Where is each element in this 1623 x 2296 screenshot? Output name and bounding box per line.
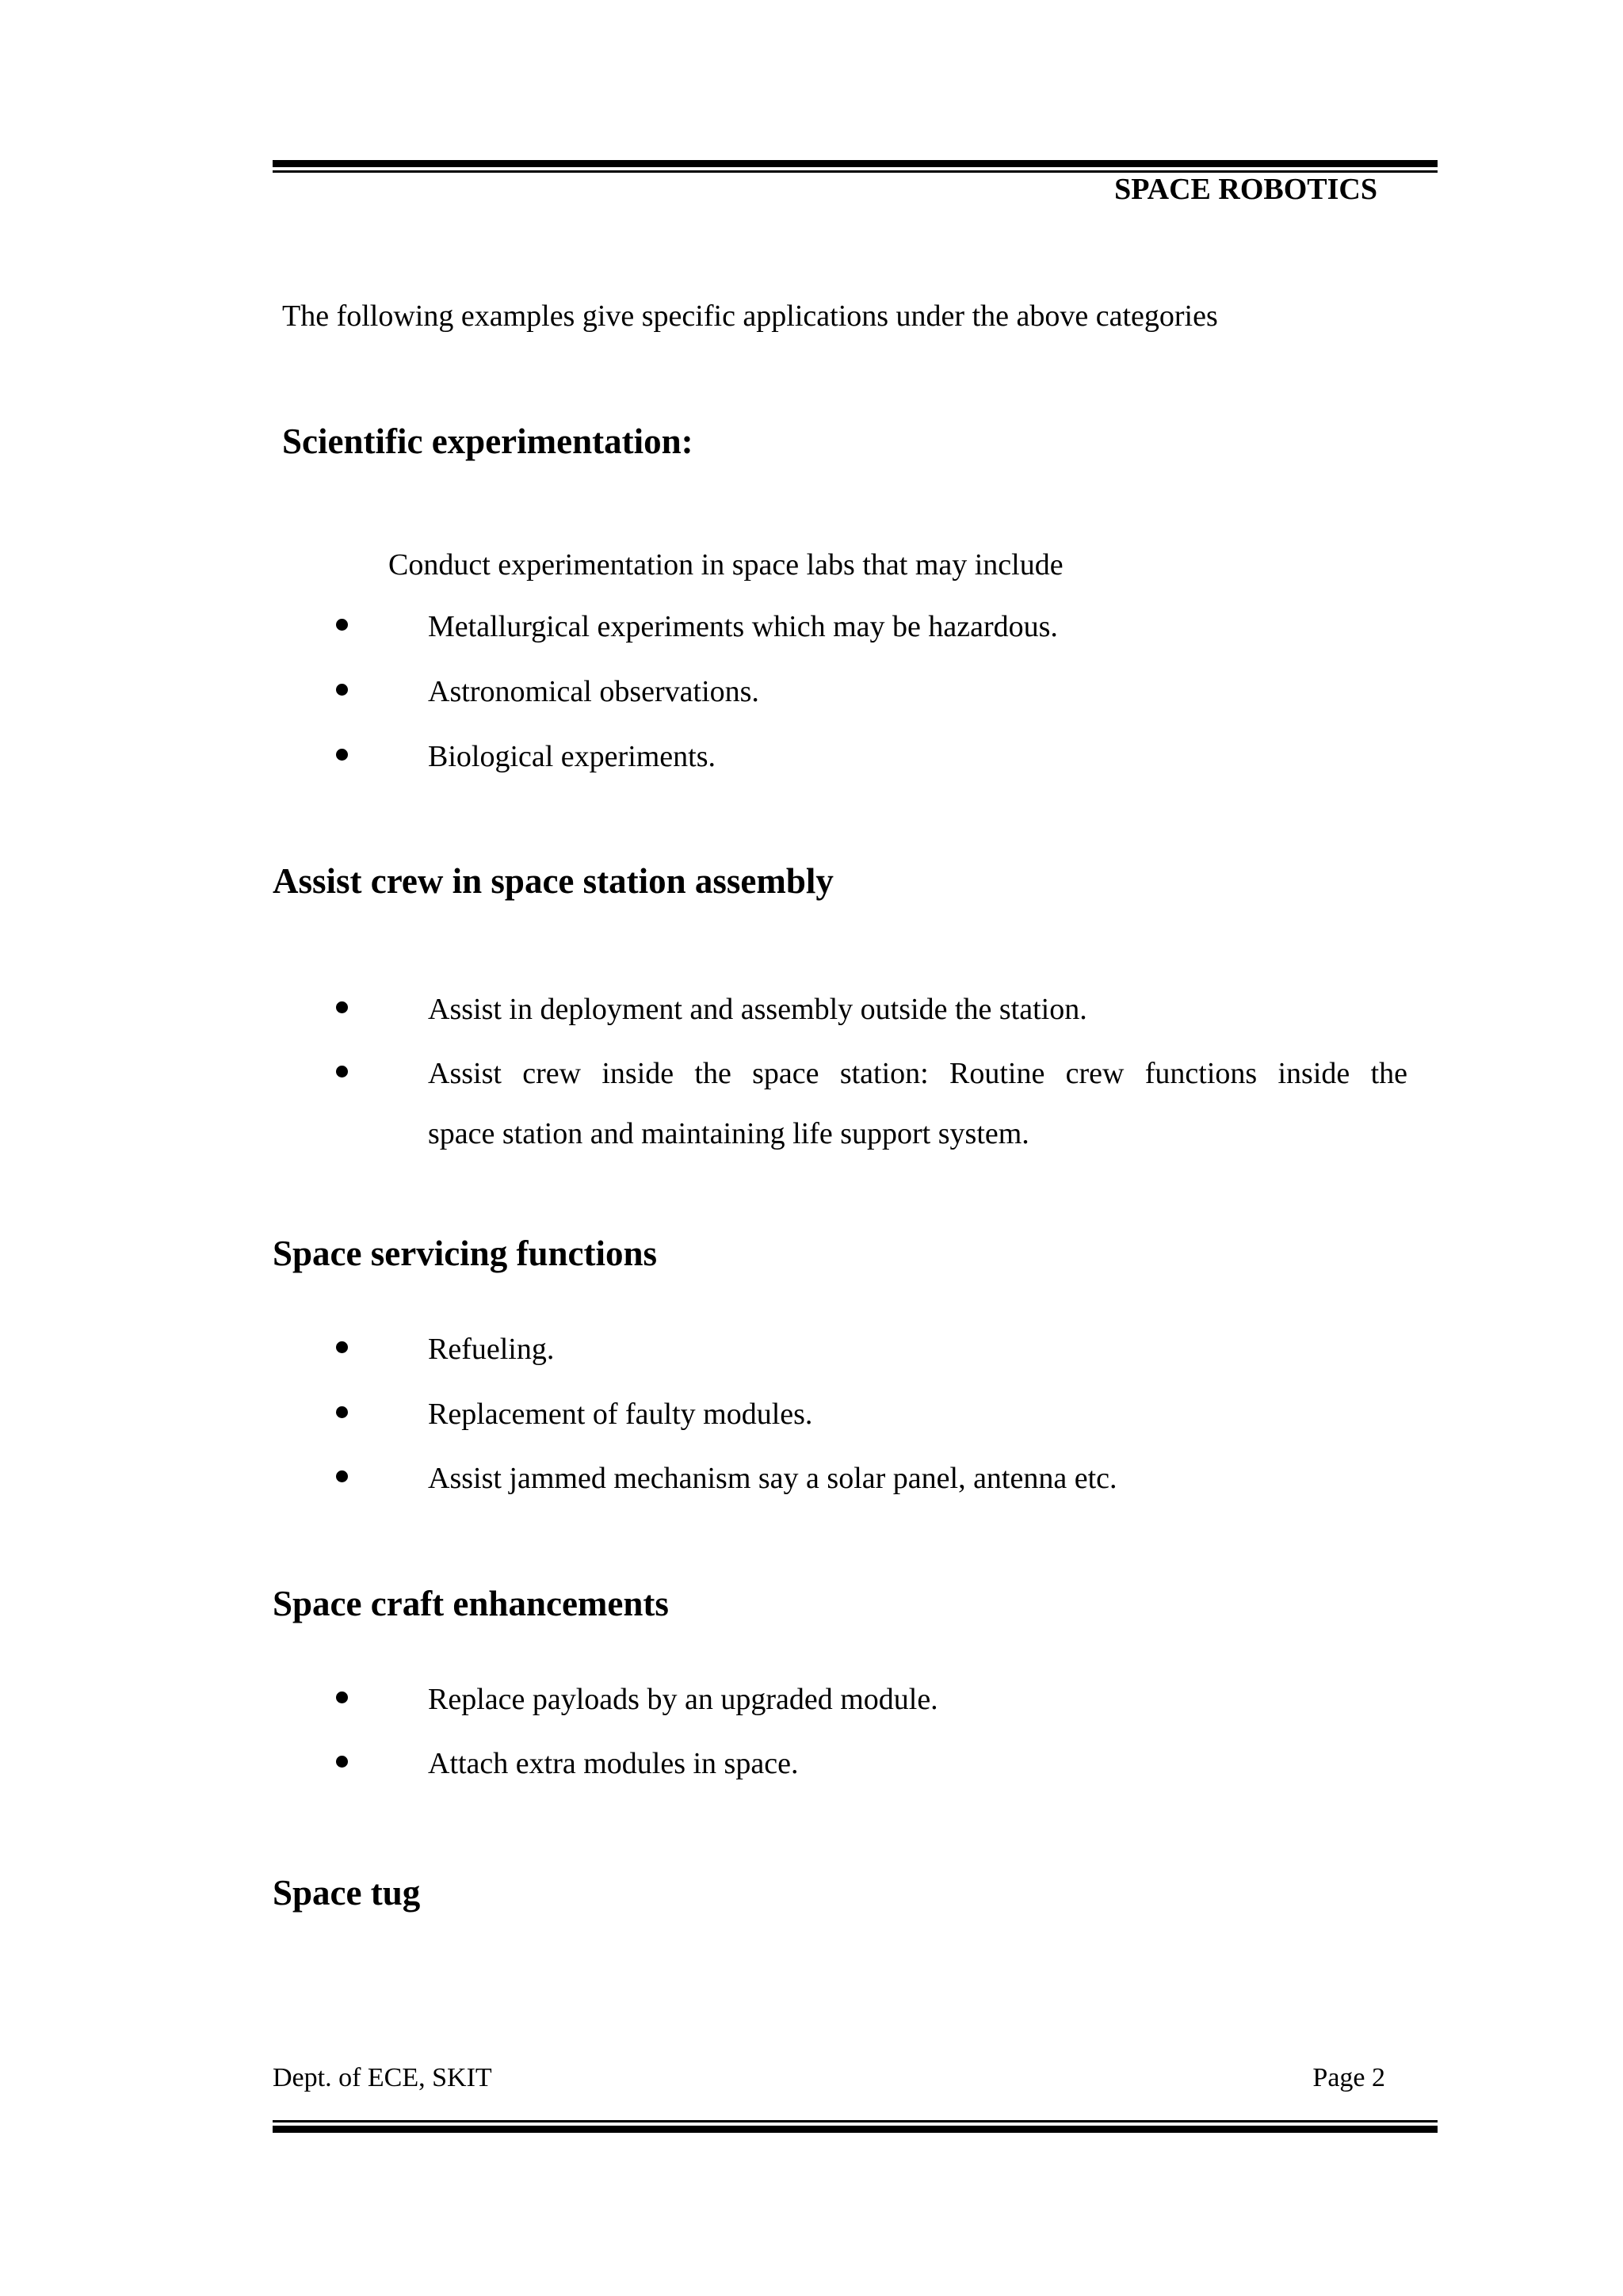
section-heading-assist-crew: Assist crew in space station assembly — [273, 861, 834, 901]
bullet-icon — [330, 1400, 353, 1424]
list-item: Astronomical observations. — [428, 675, 759, 708]
section-heading-scientific-experimentation: Scientific experimentation: — [282, 421, 693, 461]
footer-rule-thick — [273, 2126, 1438, 2133]
section-heading-space-craft-enhancements: Space craft enhancements — [273, 1584, 669, 1623]
footer-page-number: Page 2 — [1312, 2063, 1385, 2092]
bullet-icon — [330, 1685, 353, 1709]
bullet-icon — [330, 1464, 353, 1488]
bullet-icon — [330, 742, 353, 766]
section-heading-space-tug: Space tug — [273, 1873, 421, 1913]
section-heading-space-servicing: Space servicing functions — [273, 1234, 658, 1273]
list-item: Replace payloads by an upgraded module. — [428, 1683, 938, 1716]
bullet-icon — [330, 1335, 353, 1359]
footer-rule-thin — [273, 2120, 1438, 2122]
list-item-line-1: Assist crew inside the space station: Routine crew functions inside the — [428, 1057, 1407, 1090]
list-item: Assist in deployment and assembly outside the station. — [428, 993, 1087, 1026]
list-item: Replacement of faulty modules. — [428, 1398, 813, 1431]
list-item: Metallurgical experiments which may be hazardous. — [428, 610, 1058, 643]
list-item: Attach extra modules in space. — [428, 1747, 799, 1780]
bullet-icon — [330, 995, 353, 1019]
list-item: Assist jammed mechanism say a solar panel, antenna etc. — [428, 1462, 1117, 1495]
running-header-title: SPACE ROBOTICS — [1114, 173, 1377, 206]
footer-department: Dept. of ECE, SKIT — [273, 2063, 492, 2092]
list-item: Biological experiments. — [428, 740, 716, 773]
bullet-icon — [330, 612, 353, 636]
list-item-line-2: space station and maintaining life support system. — [428, 1117, 1029, 1150]
bullet-icon — [330, 677, 353, 701]
list-item: Refueling. — [428, 1333, 555, 1366]
header-rule-thick — [273, 160, 1438, 167]
intro-paragraph: The following examples give specific applications under the above categories — [282, 299, 1218, 333]
section-lead-text: Conduct experimentation in space labs that may include — [388, 548, 1064, 582]
bullet-icon — [330, 1749, 353, 1773]
bullet-icon — [330, 1059, 353, 1083]
